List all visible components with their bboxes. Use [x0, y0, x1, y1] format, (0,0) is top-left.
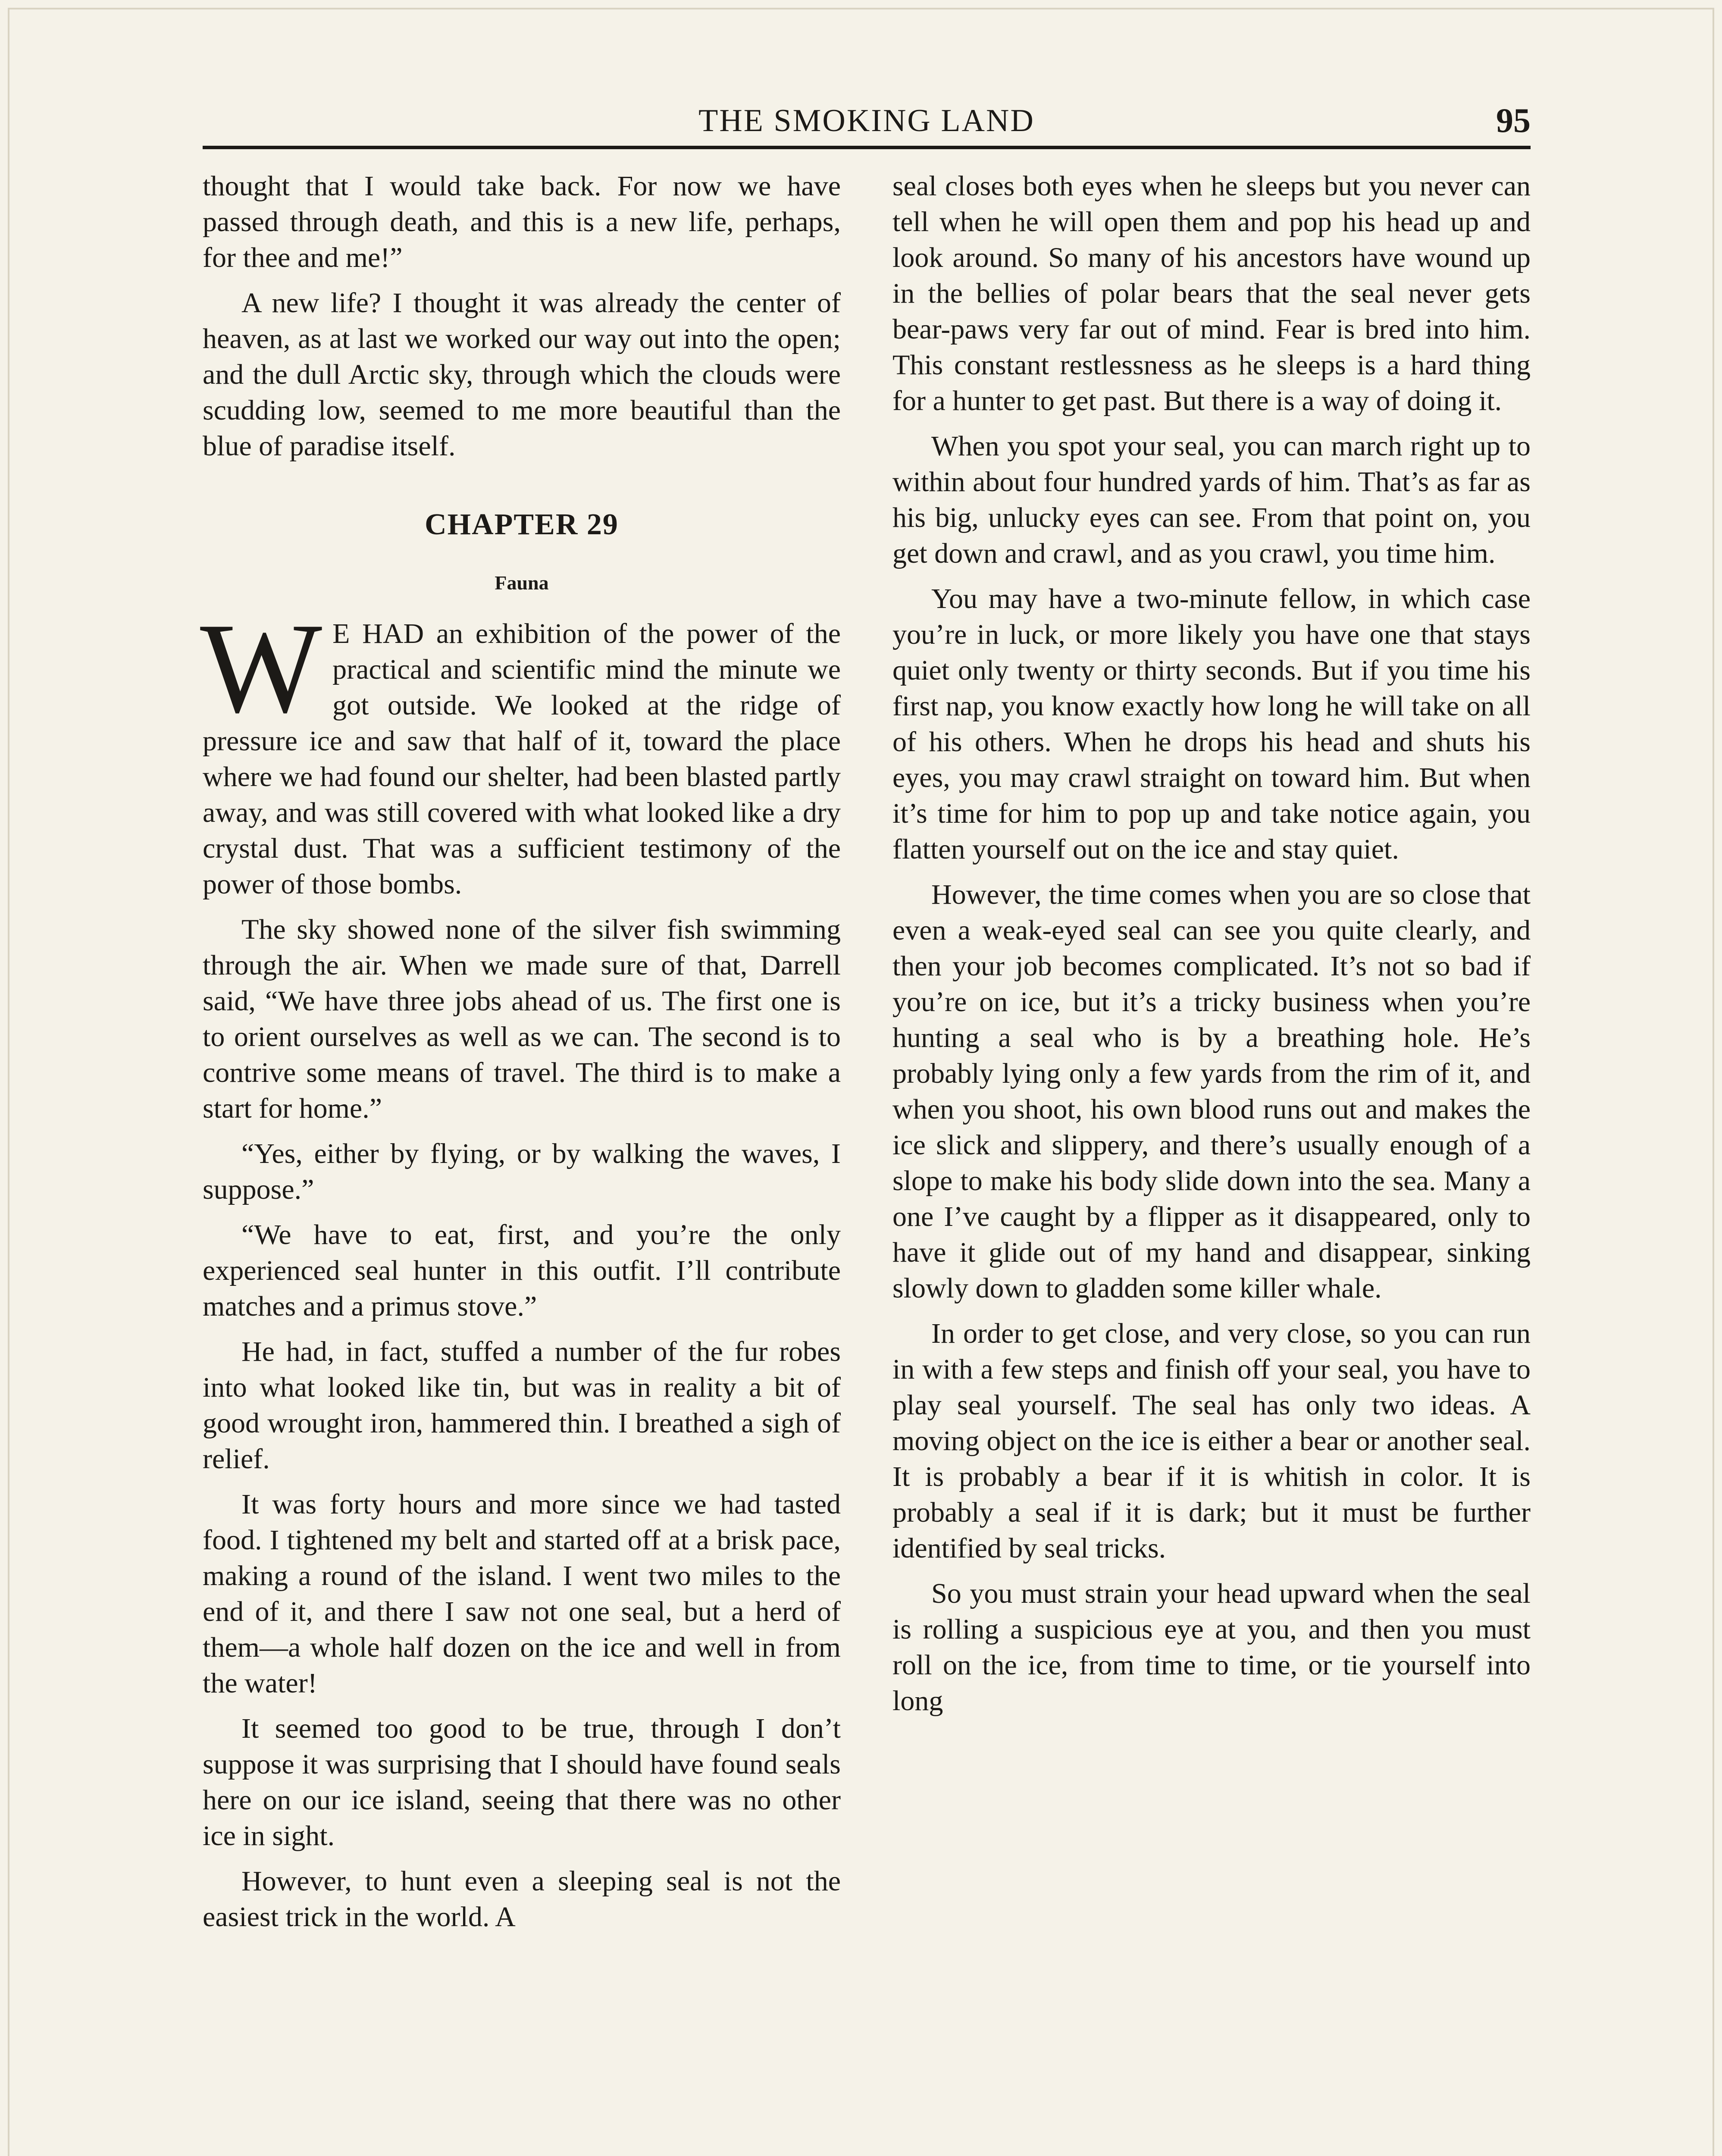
- chapter-title: CHAPTER 29: [425, 508, 619, 541]
- opening-paragraph-text: E HAD an exhibition of the power of the practical and scientific mind the minute we got outside. We looked at the ridge of pressure ice and saw that half of it, toward the place where we had found our shelter, had been blasted partly away, and was still covered with what looked like a dry crystal dust. That was a sufficient testimony of the power of those bombs.: [203, 618, 841, 900]
- paragraph: You may have a two-minute fellow, in which case you’re in luck, or more likely you have one that stays quiet only twenty or thirty seconds. But if you time his first nap, you know exactly how long he will take on all of his others. When he drops his head and shuts his eyes, you may crawl straight on toward him. But when it’s time for him to pop up and take notice again, you flatten yourself out on the ice and stay quiet.: [892, 583, 1531, 865]
- paragraph: A new life? I thought it was already the center of heaven, as at last we worked our way out into the open; and the dull Arctic sky, through which the clouds were scudding low, seemed to me more beautiful than the blue of paradise itself.: [203, 287, 841, 462]
- paragraph: It seemed too good to be true, through I don’t suppose it was surprising that I should have found seals here on our ice island, seeing that there was no other ice in sight.: [203, 1713, 841, 1852]
- paragraph: So you must strain your head upward when the seal is rolling a suspicious eye at you, and then you must roll on the ice, from time to time, or tie yourself into long: [892, 1578, 1531, 1717]
- paragraph: When you spot your seal, you can march right up to within about four hundred yards of him. That’s as far as his big, unlucky eyes can see. From that point on, you get down and crawl, and as you crawl, you time him.: [892, 430, 1531, 569]
- page-number: 95: [1496, 102, 1531, 140]
- left-column: [200, 168, 841, 1944]
- running-title: THE SMOKING LAND: [698, 103, 1035, 138]
- paragraph: He had, in fact, stuffed a number of the fur robes into what looked like tin, but was in reality a bit of good wrought iron, hammered thin. I breathed a sigh of relief.: [203, 1336, 841, 1475]
- paragraph: The sky showed none of the silver fish swimming through the air. When we made sure of that, Darrell said, “We have three jobs ahead of us. The first one is to orient ourselves as well as we can. The second is to contrive some means of travel. The third is to make a start for home.”: [203, 914, 841, 1124]
- drop-cap: W: [200, 596, 322, 740]
- chapter-subtitle: Fauna: [495, 572, 549, 594]
- paragraph: It was forty hours and more since we had tasted food. I tightened my belt and started off at a brisk pace, making a round of the island. I went two miles to the end of it, and there I saw not one seal, but a herd of them—a whole half dozen on the ice and well in from the water!: [203, 1489, 841, 1699]
- paragraph: seal closes both eyes when he sleeps but you never can tell when he will open them and pop his head up and look around. So many of his ancestors have wound up in the bellies of polar bears that the seal never gets bear-paws very far out of mind. Fear is bred into him. This constant restlessness as he sleeps is a hard thing for a hunter to get past. But there is a way of doing it.: [892, 170, 1531, 417]
- header-rule: [203, 146, 1531, 149]
- paragraph: However, to hunt even a sleeping seal is not the easiest trick in the world. A: [203, 1865, 841, 1933]
- page-header: [203, 99, 1531, 147]
- paragraph: “Yes, either by flying, or by walking the waves, I suppose.”: [203, 1138, 841, 1205]
- paragraph: thought that I would take back. For now we have passed through death, and this is a new life, perhaps, for thee and me!”: [203, 170, 841, 273]
- paragraph: However, the time comes when you are so close that even a weak-eyed seal can see you quite clearly, and then your job becomes complicated. It’s not so bad if you’re on ice, but it’s a tricky business when you’re hunting a seal who is by a breathing hole. He’s probably lying only a few yards from the rim of it, and when you shoot, his own blood runs out and makes the ice slick and slippery, and there’s usually enough of a slope to make his body slide down into the sea. Many a one I’ve caught by a flipper as it disappeared, only to have it glide out of my hand and disappear, sinking slowly down to gladden some killer whale.: [892, 879, 1531, 1304]
- paragraph: “We have to eat, first, and you’re the only experienced seal hunter in this outfit. I’ll contribute matches and a primus stove.”: [203, 1219, 841, 1322]
- paragraph: In order to get close, and very close, so you can run in with a few steps and finish off your seal, you have to play seal yourself. The seal has only two ideas. A moving object on the ice is either a bear or another seal. It is probably a bear if it is whitish in color. It is probably a seal if it is dark; but it must be further identified by seal tricks.: [892, 1318, 1531, 1564]
- right-column: [892, 168, 1531, 1728]
- opening-paragraph: [200, 596, 841, 902]
